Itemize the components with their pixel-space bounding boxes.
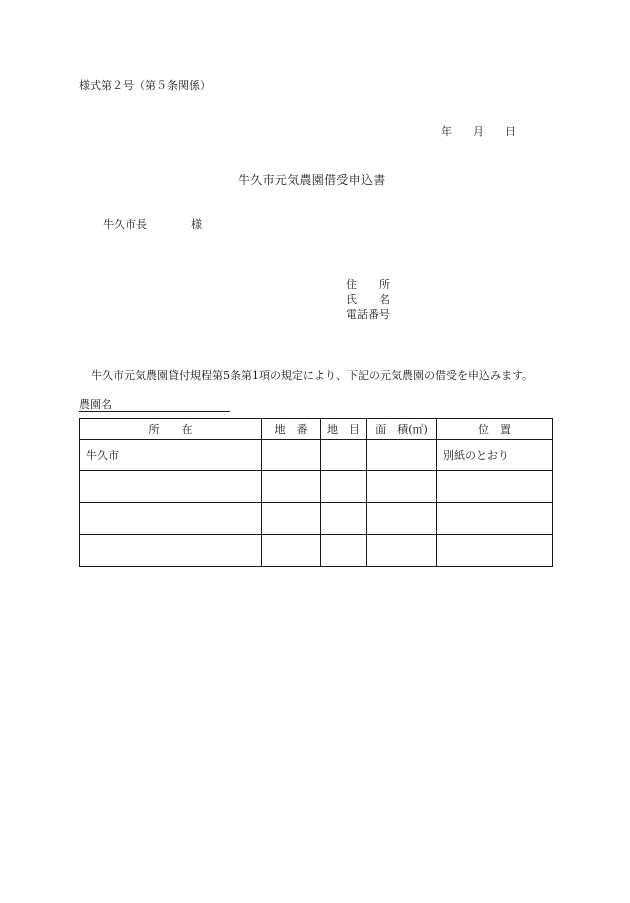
form-number: 様式第２号（第５条関係） (79, 79, 211, 92)
cell-lot-number[interactable] (262, 440, 321, 471)
farm-name-line (79, 398, 230, 412)
cell-area[interactable] (367, 503, 437, 535)
cell-position[interactable] (437, 471, 553, 503)
header-location: 所 在 (80, 419, 262, 440)
cell-area[interactable] (367, 535, 437, 567)
table-row (80, 503, 553, 535)
table-row (80, 535, 553, 567)
cell-lot-number[interactable] (262, 535, 321, 567)
document-title: 牛久市元気農園借受申込書 (238, 173, 386, 187)
cell-location[interactable]: 牛久市 (80, 440, 262, 471)
cell-land-category[interactable] (321, 535, 367, 567)
cell-area[interactable] (367, 471, 437, 503)
date-month-label: 月 (473, 125, 484, 138)
cell-lot-number[interactable] (262, 471, 321, 503)
header-position: 位 置 (437, 419, 553, 440)
cell-land-category[interactable] (321, 471, 367, 503)
header-area: 面 積(㎡) (367, 419, 437, 440)
phone-label: 電話番号 (346, 308, 390, 321)
table-row (80, 440, 553, 471)
cell-location[interactable] (80, 503, 262, 535)
farm-name-label: 農園名 (79, 398, 112, 411)
date-line (441, 125, 516, 138)
cell-lot-number[interactable] (262, 503, 321, 535)
cell-land-category[interactable] (321, 503, 367, 535)
cell-location[interactable] (80, 535, 262, 567)
applicant-block (346, 277, 390, 322)
date-day-label: 日 (505, 125, 516, 138)
plot-table (79, 418, 553, 567)
header-land-category: 地 目 (321, 419, 367, 440)
farm-name-field[interactable] (112, 399, 230, 412)
date-year-label: 年 (441, 125, 452, 138)
addressee-name: 牛久市長 (103, 218, 147, 231)
cell-location[interactable] (80, 471, 262, 503)
address-label: 住 所 (346, 278, 390, 291)
name-label: 氏 名 (346, 293, 390, 306)
addressee (103, 218, 202, 231)
table-row (80, 471, 553, 503)
cell-position[interactable] (437, 503, 553, 535)
cell-position[interactable] (437, 535, 553, 567)
table-header-row (80, 419, 553, 440)
cell-area[interactable] (367, 440, 437, 471)
application-statement: 牛久市元気農園貸付規程第5条第1項の規定により、下記の元気農園の借受を申込みます。 (91, 369, 534, 382)
header-lot-number: 地 番 (262, 419, 321, 440)
cell-position[interactable]: 別紙のとおり (437, 440, 553, 471)
addressee-honorific: 様 (191, 218, 202, 231)
cell-land-category[interactable] (321, 440, 367, 471)
